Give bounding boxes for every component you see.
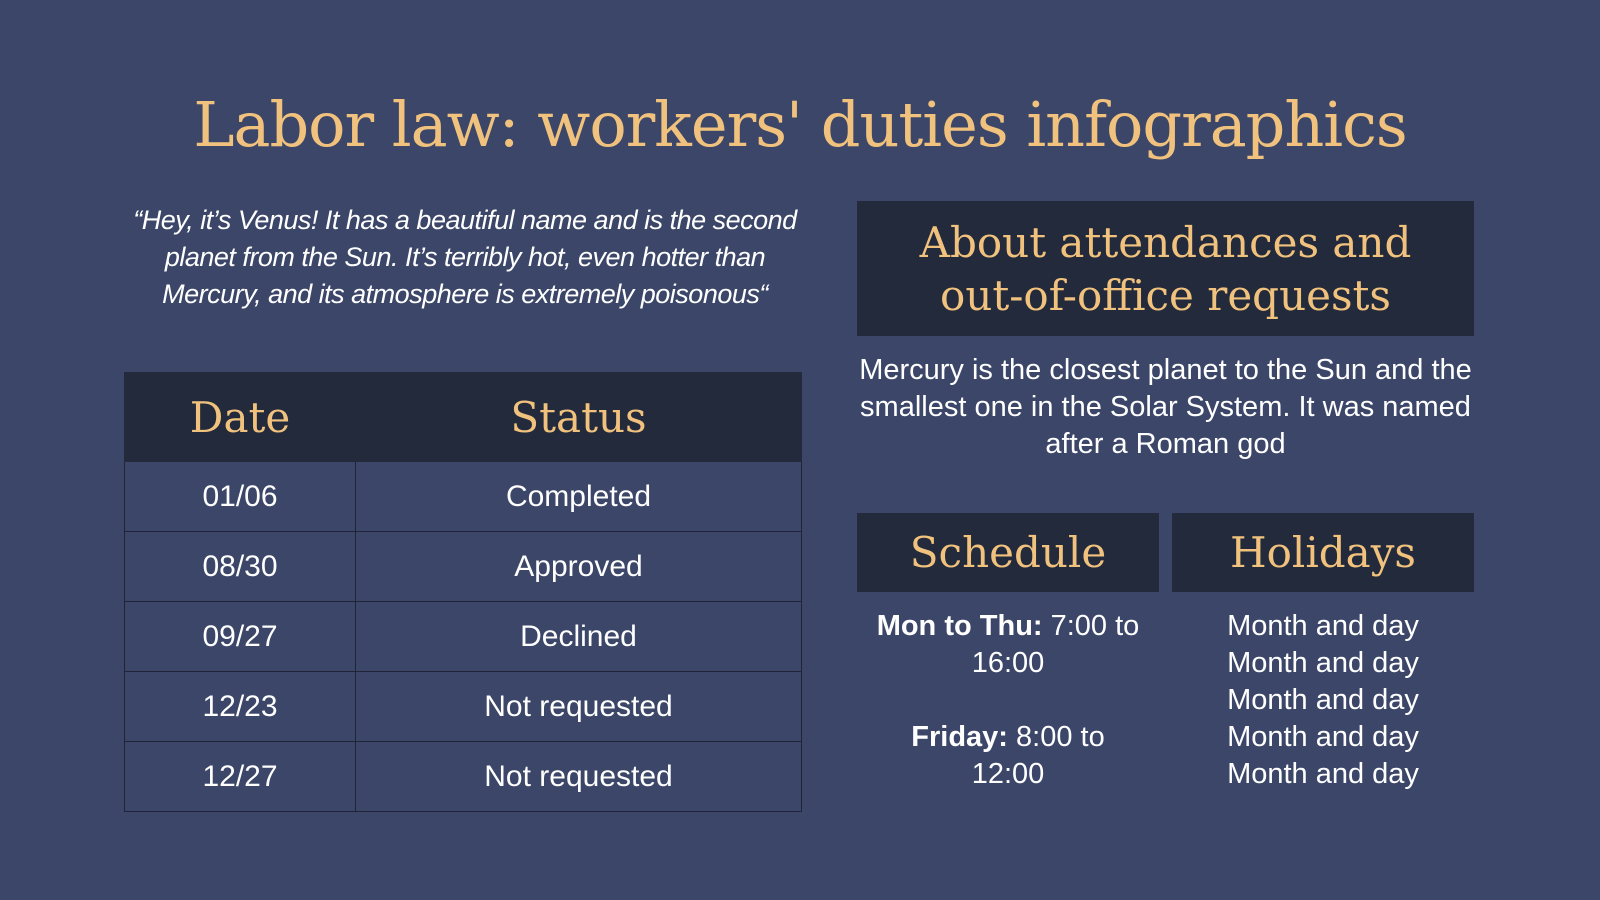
requests-table <box>124 372 802 812</box>
schedule-entry <box>857 608 1159 682</box>
row-status: Not requested <box>356 672 802 742</box>
row-status: Declined <box>356 602 802 672</box>
venus-quote: “Hey, it’s Venus! It has a beautiful name and is the second planet from the Sun. It’s terribly hot, even hotter than Mercury, and its atmosphere is extremely poisonous“ <box>133 205 797 309</box>
date-column-header: Date <box>125 373 356 462</box>
table-row <box>125 742 802 812</box>
table-row <box>125 532 802 602</box>
row-date: 01/06 <box>125 462 356 532</box>
table-row <box>125 672 802 742</box>
schedule-hours-end: 12:00 <box>971 758 1045 790</box>
about-heading-line1: About attendances and <box>919 217 1412 267</box>
schedule-entry <box>857 719 1159 793</box>
about-heading-line2: out-of-office requests <box>940 270 1391 320</box>
holiday-item: Month and day <box>1227 647 1419 679</box>
row-status: Completed <box>356 462 802 532</box>
holiday-item: Month and day <box>1227 610 1419 642</box>
row-status: Not requested <box>356 742 802 812</box>
schedule-days-label: Friday: <box>911 721 1008 753</box>
table-row <box>125 602 802 672</box>
holiday-item: Month and day <box>1227 758 1419 790</box>
about-description: Mercury is the closest planet to the Sun and the smallest one in the Solar System. It was named after a Roman god <box>859 354 1472 460</box>
row-status: Approved <box>356 532 802 602</box>
schedule-heading: Schedule <box>909 528 1107 577</box>
schedule-days-label: Mon to Thu: <box>876 610 1043 642</box>
row-date: 08/30 <box>125 532 356 602</box>
holiday-item: Month and day <box>1227 684 1419 716</box>
holidays-heading: Holidays <box>1230 528 1416 577</box>
row-date: 09/27 <box>125 602 356 672</box>
about-heading-box <box>857 201 1474 336</box>
schedule-hours-start: 7:00 to <box>1042 610 1140 642</box>
table-row <box>125 462 802 532</box>
about-heading <box>920 216 1412 322</box>
schedule-hours-end: 16:00 <box>971 647 1045 679</box>
holidays-heading-box <box>1172 513 1474 592</box>
page-title: Labor law: workers' duties infographics <box>193 88 1407 161</box>
table-header-row <box>125 373 802 462</box>
schedule-list <box>857 608 1159 793</box>
row-date: 12/23 <box>125 672 356 742</box>
holidays-list <box>1172 608 1474 793</box>
row-date: 12/27 <box>125 742 356 812</box>
status-column-header: Status <box>356 373 802 462</box>
holiday-item: Month and day <box>1227 721 1419 753</box>
schedule-hours-start: 8:00 to <box>1007 721 1105 753</box>
schedule-heading-box <box>857 513 1159 592</box>
